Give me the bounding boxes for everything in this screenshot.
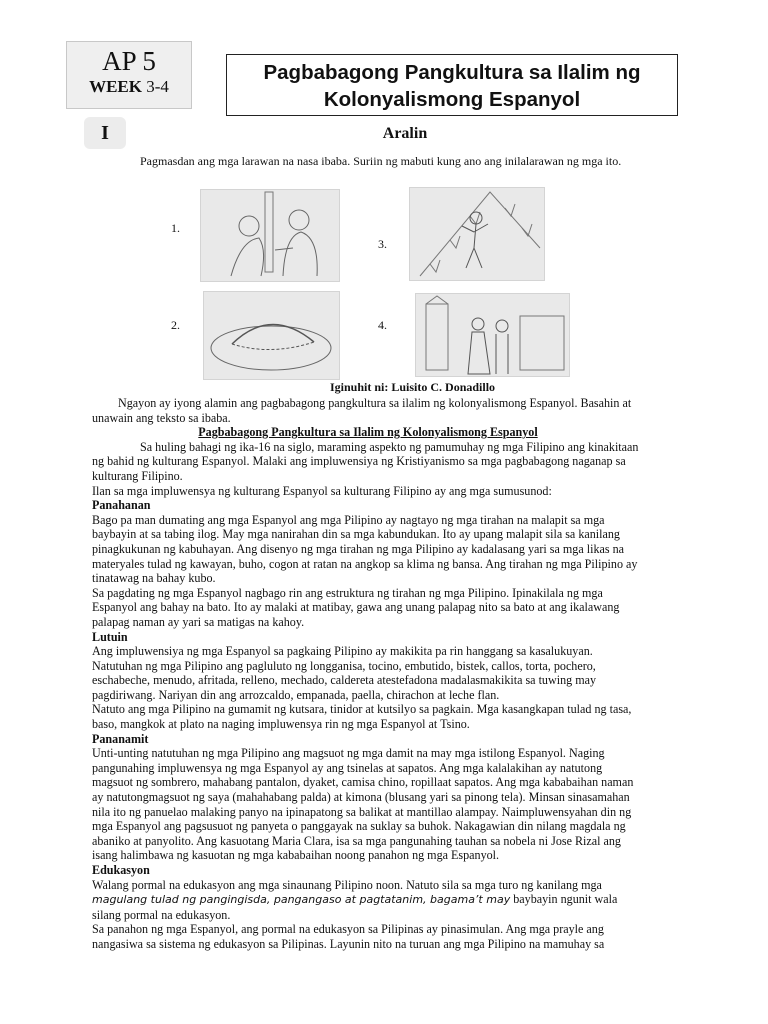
title-line-2: Kolonyalismong Espanyol <box>323 88 581 111</box>
edukasyon-paragraph-2: Sa panahon ng mga Espanyol, ang pormal na edukasyon sa Pilipinas ay pinasimulan. Ang mga prayle ang nangasiwa sa sistema ng edukasyon sa Pilipinas. Layunin nito na turuan ang mga Pilipino na mamuhay sa <box>92 922 605 951</box>
sketch-food-plate <box>204 292 339 379</box>
subject-week-box <box>66 41 192 109</box>
pananamit-paragraph: Unti-unting natutuhan ng mga Pilipino ang magsuot ng mga damit na may mga istilong Espanyol. Naging pangunahing impluwensya ng mga Espanyol ay ang tsinelas at sapatos. Ang mga kalalakihan ay natutong magsuot ng sombrero, mahabang pantalon, dyaket, camisa chino, ropillaat sapatos. Ang mga kababaihan naman ay natutongmagsuot ng saya (mahahabang palda) at kimona (blusang yari sa pinong tela). Minsan sinasamahan nila ito ng panuelao malaking panyo na ipinapatong sa balikat at mantillao alampay. Naimpluwensyahan din ng mga Espanyol ang pagsusuot ng panyeta o panggayak na suklay sa buhok. Nakagawian din nilang magdala ng abaniko at panyolito. Ang kasuotang Maria Clara, isa sa mga pangunahing tauhan sa nobela ni Jose Rizal ang isang halimbawa ng kasuotan ng mga kababaihan noong panahon ng mga Espanyol. <box>92 746 634 863</box>
panahanan-paragraph-2: Sa pagdating ng mga Espanyol nagbago rin ang estruktura ng tirahan ng mga Pilipino. Ipinakilala ng mga Espanyol ang bahay na bato. Ito ay malaki at matibay, gawa ang unang palapag nito sa bato at ang ikalawang palapag naman ay yari sa matigas na kahoy. <box>92 585 620 629</box>
title-line-1: Pagbabagong Pangkultura sa Ilalim ng <box>263 61 641 84</box>
sketch-couple-window <box>201 190 339 281</box>
sketch-festival-pole <box>410 188 544 280</box>
lesson-instruction: Pagmasdan ang mga larawan na nasa ibaba. Suriin ng mabuti kung ano ang inilalarawan ng mga ito. <box>140 154 622 168</box>
subheading-pananamit: Pananamit <box>92 731 149 746</box>
panahanan-paragraph-1: Bago pa man dumating ang mga Espanyol ang mga Pilipino ay nagtayo ng mga tirahan na malapit sa mga baybayin at sa tabing ilog. May mga nanirahan din sa mga kabundukan. Ito ay upang malapit sila sa kanilang pinagkukunan ng kabuhayan. Ang disenyo ng mga tirahan ng mga Pilipino ay kadalasang yari sa mga likas na materyales tulad ng kawayan, buho, cogon at ratan na angkop sa klima ng bansa. Ang tirahan ng mga Pilipino ay tinatawag na bahay kubo. <box>92 512 638 586</box>
sketch-image-4 <box>415 293 570 377</box>
figure-number-1: 1. <box>171 221 180 235</box>
week-range: 3-4 <box>146 77 169 96</box>
edukasyon-paragraph-1 <box>92 878 644 923</box>
page-title <box>226 54 678 116</box>
section-heading: Pagbabagong Pangkultura sa Ilalim ng Kolonyalismong Espanyol <box>198 425 538 440</box>
lutuin-paragraph-2: Natuto ang mga Pilipino na gumamit ng kutsara, tinidor at kutsilyo sa pagkain. Mga kasangkapan tulad ng tasa, baso, mangkok at plato na naging impluwensya rin ng mga Espanyol at Tsino. <box>92 702 632 732</box>
lesson-body <box>92 396 644 952</box>
paragraph-1: Sa huling bahagi ng ika-16 na siglo, maraming aspekto ng pamumuhay ng mga Filipino ang kinakitaan ng bahid ng kulturang Espanyol. Malaki ang impluwensiya ng Kristiyanismo sa mga pagbabagong naganap sa kulturang Filipino. <box>92 439 639 483</box>
figure-number-4: 4. <box>378 318 387 332</box>
subheading-edukasyon: Edukasyon <box>92 863 150 877</box>
paragraph-2: Ilan sa mga impluwensya ng kulturang Espanyol sa kulturang Filipino ay ang mga sumusunod: <box>92 483 552 498</box>
figure-number-2: 2. <box>171 318 180 332</box>
image-credit: Iginuhit ni: Luisito C. Donadillo <box>330 380 496 394</box>
subheading-panahanan: Panahanan <box>92 498 151 513</box>
intro-paragraph: Ngayon ay iyong alamin ang pagbabagong pangkultura sa ilalim ng kolonyalismong Espanyol. Basahin at unawain ang teksto sa ibaba. <box>92 396 632 425</box>
edukasyon-text-b: baybayin ngunit wala silang pormal na edukasyon. <box>92 892 618 922</box>
sketch-church-street <box>416 294 569 376</box>
sketch-image-2 <box>203 291 340 380</box>
lesson-badge: I <box>84 117 126 149</box>
edukasyon-handwritten-insert: magulang tulad ng pangingisda, pangangaso at pagtatanim, bagama’t may <box>92 893 511 907</box>
subheading-lutuin: Lutuin <box>92 629 128 644</box>
sketch-image-3 <box>409 187 545 281</box>
week-label <box>67 76 191 98</box>
lesson-heading: Aralin <box>382 125 428 142</box>
subject-label: AP 5 <box>102 46 156 76</box>
sketch-image-1 <box>200 189 340 282</box>
figure-number-3: 3. <box>378 237 387 251</box>
lutuin-paragraph-1: Ang impluwensiya ng mga Espanyol sa pagkaing Pilipino ay makikita pa rin hanggang sa kasalukuyan. Natutuhan ng mga Pilipino ang pagluluto ng longganisa, tocino, embutido, bistek, callos, torta, pochero, eschabeche, menudo, afritada, relleno, mechado, caldereta atestefadona madalasmakikita sa tuwing may pagdiriwang. Nariyan din ang arrozcaldo, empanada, paella, chirachon at leche flan. <box>92 644 597 702</box>
edukasyon-text-a: Walang pormal na edukasyon ang mga sinaunang Pilipino noon. Natuto sila sa mga turo ng kanilang mga <box>92 877 602 892</box>
week-word: WEEK <box>89 77 142 96</box>
